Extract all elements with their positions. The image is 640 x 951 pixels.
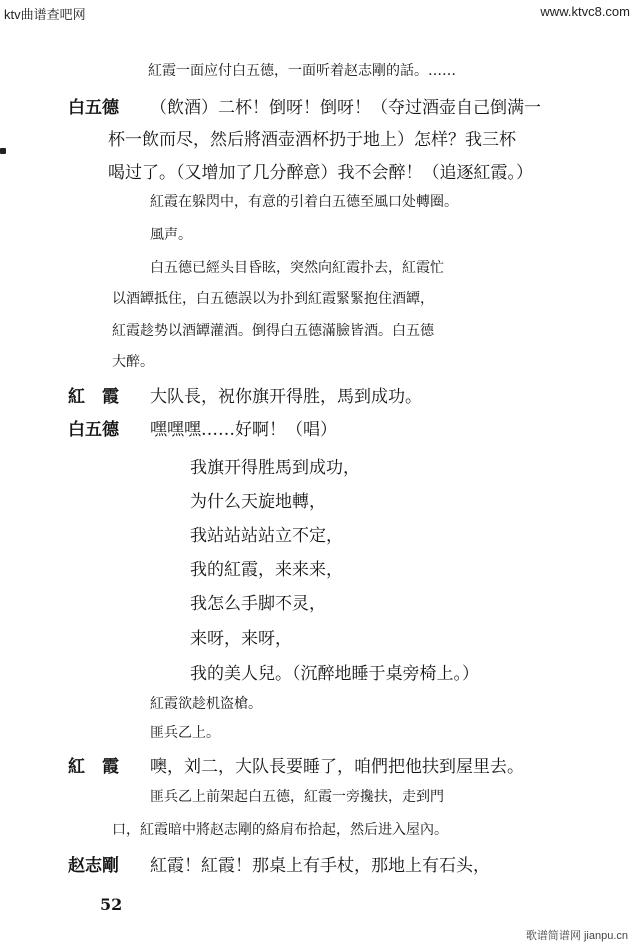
- stage-direction: 匪兵乙上前架起白五德，紅霞一旁攙扶，走到門: [150, 789, 444, 805]
- watermark-top-left: ktv曲谱查吧网: [4, 7, 86, 22]
- stage-direction: 紅霞趁势以酒罈灌酒。倒得白五德滿臉皆酒。白五德: [112, 323, 434, 339]
- margin-mark: [0, 148, 6, 154]
- watermark-bottom-right: 歌谱简谱网 jianpu.cn: [525, 930, 628, 942]
- speaker-name: 白五德: [68, 420, 119, 440]
- dialogue-continuation: 喝过了。（又增加了几分醉意）我不会醉！（追逐紅霞。）: [108, 163, 533, 183]
- speaker-name: 紅 霞: [68, 387, 119, 407]
- speaker-name: 紅 霞: [68, 757, 119, 777]
- stage-direction: 風声。: [150, 227, 192, 243]
- song-lyric-line: 我站站站站立不定，: [190, 526, 343, 546]
- stage-direction: 口，紅霞暗中將赵志剛的絡肩布拾起，然后进入屋內。: [112, 822, 448, 838]
- speaker-name: 赵志剛: [68, 856, 119, 876]
- dialogue-line: 紅霞！紅霞！那桌上有手杖，那地上有石头，: [150, 856, 490, 876]
- song-lyric-line: 我怎么手脚不灵，: [190, 594, 326, 614]
- dialogue-line: 嘿嘿嘿……好啊！（唱）: [150, 420, 337, 440]
- speaker-name: 白五德: [68, 98, 119, 118]
- dialogue-continuation: 杯一飲而尽，然后將酒壶酒杯扔于地上）怎样？我三杯: [108, 130, 516, 150]
- watermark-top-right: www.ktvc8.com: [540, 4, 630, 19]
- stage-direction: 白五德已經头目昏眩，突然向紅霞扑去，紅霞忙: [150, 260, 444, 276]
- page-number: 52: [100, 895, 123, 914]
- stage-direction: 紅霞一面应付白五德，一面听着赵志剛的話。……: [148, 63, 456, 79]
- dialogue-line: （飲酒）二杯！倒呀！倒呀！（夺过酒壶自己倒满一: [150, 98, 541, 118]
- song-lyric-line: 为什么天旋地轉，: [190, 492, 326, 512]
- stage-direction: 紅霞在躲閃中，有意的引着白五德至風口处轉圈。: [150, 194, 458, 210]
- stage-direction: 匪兵乙上。: [150, 725, 220, 741]
- song-lyric-line: 我旗开得胜馬到成功，: [190, 458, 360, 478]
- dialogue-line: 大队長，祝你旗开得胜，馬到成功。: [150, 387, 422, 407]
- stage-direction: 大醉。: [112, 354, 154, 370]
- song-lyric-line: 我的紅霞，来来来，: [190, 560, 343, 580]
- song-lyric-line: 来呀，来呀，: [190, 629, 292, 649]
- stage-direction: 以酒罈抵住，白五德誤以为扑到紅霞緊緊抱住酒罈，: [112, 291, 434, 307]
- song-lyric-line: 我的美人兒。（沉醉地睡于桌旁椅上。）: [190, 664, 479, 684]
- dialogue-line: 噢，刘二，大队長要睡了，咱們把他扶到屋里去。: [150, 757, 524, 777]
- stage-direction: 紅霞欲趁机盗槍。: [150, 696, 262, 712]
